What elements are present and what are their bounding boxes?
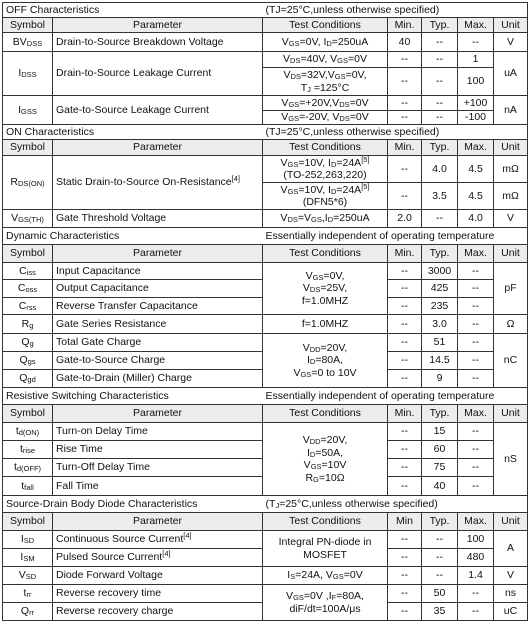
parameter-cell: Turn-on Delay Time: [53, 423, 263, 441]
col-symbol: Symbol: [3, 245, 53, 263]
symbol-cell: $I_{DSS}$: [3, 52, 53, 96]
col-test-conditions: Test Conditions: [263, 140, 388, 156]
symbol-cell: $t_{rise}$: [3, 441, 53, 459]
min-cell: --: [388, 531, 422, 549]
typ-cell: 75: [422, 459, 458, 477]
unit-cell: Ω: [494, 315, 528, 334]
col-parameter: Parameter: [53, 245, 263, 263]
col-typ: Typ.: [422, 245, 458, 263]
header-row: [3, 513, 528, 531]
typ-cell: 40: [422, 477, 458, 496]
max-cell: --: [458, 603, 494, 621]
typ-cell: 235: [422, 298, 458, 315]
section-note: (TJ=25°C,unless otherwise specified): [263, 3, 528, 18]
section-note: ($T_J=25^\circ C,unless$ otherwise specified): [263, 496, 528, 513]
parameter-cell: Static Drain-to-Source On-Resistance[4]: [53, 156, 263, 210]
max-cell: --: [458, 477, 494, 496]
max-cell: +100: [458, 96, 494, 111]
col-typ: Typ.: [422, 140, 458, 156]
section-off-title-row: [3, 3, 528, 18]
min-cell: 40: [388, 33, 422, 52]
table-row: [3, 156, 528, 183]
parameter-cell: Drain-to-Source Leakage Current: [53, 52, 263, 96]
col-test-conditions: Test Conditions: [263, 18, 388, 33]
max-cell: --: [458, 263, 494, 280]
unit-cell: ns: [494, 585, 528, 603]
col-test-conditions: Test Conditions: [263, 405, 388, 423]
unit-cell: mΩ: [494, 183, 528, 210]
col-min: Min.: [388, 245, 422, 263]
table-row: [3, 33, 528, 52]
section-dynamic-title-row: [3, 228, 528, 245]
condition-cell: $V_{GS}=10V$, $I_D=24A[5]$ (TO-252,263,220): [263, 156, 388, 183]
table-row: [3, 52, 528, 68]
table-row: [3, 315, 528, 334]
max-cell: --: [458, 315, 494, 334]
section-note: (TJ=25°C,unless otherwise specified): [263, 125, 528, 140]
typ-cell: --: [422, 96, 458, 111]
col-parameter: Parameter: [53, 405, 263, 423]
header-row: [3, 245, 528, 263]
max-cell: --: [458, 441, 494, 459]
typ-cell: --: [422, 33, 458, 52]
typ-cell: 3.0: [422, 315, 458, 334]
col-symbol: Symbol: [3, 405, 53, 423]
parameter-cell: Gate-to-Source Leakage Current: [53, 96, 263, 125]
section-title: ON Characteristics: [3, 125, 263, 140]
parameter-cell: Gate-to-Source Charge: [53, 352, 263, 370]
col-symbol: Symbol: [3, 140, 53, 156]
min-cell: --: [388, 183, 422, 210]
min-cell: --: [388, 68, 422, 96]
symbol-cell: $V_{SD}$: [3, 567, 53, 585]
header-row: [3, 405, 528, 423]
parameter-cell: Continuous Source Current[4]: [53, 531, 263, 549]
min-cell: --: [388, 263, 422, 280]
typ-cell: 35: [422, 603, 458, 621]
min-cell: --: [388, 52, 422, 68]
typ-cell: 3000: [422, 263, 458, 280]
min-cell: --: [388, 549, 422, 567]
typ-cell: 4.0: [422, 156, 458, 183]
condition-cell: $V_{DS}=40V$, $V_{GS}=0V$: [263, 52, 388, 68]
symbol-cell: $t_{d(OFF)}$: [3, 459, 53, 477]
table-row: [3, 96, 528, 111]
min-cell: 2.0: [388, 210, 422, 228]
min-cell: --: [388, 423, 422, 441]
max-cell: 1: [458, 52, 494, 68]
max-cell: --: [458, 370, 494, 388]
parameter-cell: Fall Time: [53, 477, 263, 496]
typ-cell: 60: [422, 441, 458, 459]
max-cell: 1.4: [458, 567, 494, 585]
symbol-cell: $C_{oss}$: [3, 280, 53, 298]
max-cell: 4.5: [458, 183, 494, 210]
unit-cell: uA: [494, 52, 528, 96]
parameter-cell: Total Gate Charge: [53, 334, 263, 352]
typ-cell: 50: [422, 585, 458, 603]
min-cell: --: [388, 441, 422, 459]
condition-cell: $V_{GS}=10V$, $I_D=24A[5]$ (DFN5*6): [263, 183, 388, 210]
min-cell: --: [388, 567, 422, 585]
max-cell: --: [458, 585, 494, 603]
typ-cell: --: [422, 567, 458, 585]
typ-cell: --: [422, 111, 458, 125]
symbol-cell: $C_{rss}$: [3, 298, 53, 315]
max-cell: --: [458, 352, 494, 370]
header-row: [3, 140, 528, 156]
max-cell: --: [458, 33, 494, 52]
section-title: Dynamic Characteristics: [3, 228, 263, 245]
min-cell: --: [388, 603, 422, 621]
table-row: [3, 585, 528, 603]
unit-cell: V: [494, 567, 528, 585]
min-cell: --: [388, 585, 422, 603]
unit-cell: mΩ: [494, 156, 528, 183]
symbol-cell: $Q_{gd}$: [3, 370, 53, 388]
symbol-cell: $t_{rr}$: [3, 585, 53, 603]
col-typ: Typ.: [422, 18, 458, 33]
max-cell: --: [458, 280, 494, 298]
section-title: Resistive Switching Characteristics: [3, 388, 263, 405]
spec-table: [2, 2, 528, 621]
typ-cell: --: [422, 549, 458, 567]
condition-cell: $V_{DS}=V_{GS},I_D=250uA$: [263, 210, 388, 228]
section-diode-title-row: [3, 496, 528, 513]
symbol-cell: $t_{fall}$: [3, 477, 53, 496]
typ-cell: --: [422, 531, 458, 549]
table-row: [3, 531, 528, 549]
col-max: Max.: [458, 140, 494, 156]
min-cell: --: [388, 156, 422, 183]
col-min: Min: [388, 513, 422, 531]
parameter-cell: Input Capacitance: [53, 263, 263, 280]
parameter-cell: Diode Forward Voltage: [53, 567, 263, 585]
table-row: [3, 334, 528, 352]
parameter-cell: Pulsed Source Current[4]: [53, 549, 263, 567]
col-symbol: Symbol: [3, 513, 53, 531]
condition-cell: $V_{GS}=+20V,V_{DS}=0V$: [263, 96, 388, 111]
section-title: Source-Drain Body Diode Characteristics: [3, 496, 263, 513]
typ-cell: 425: [422, 280, 458, 298]
col-unit: Unit: [494, 245, 528, 263]
parameter-cell: Gate Threshold Voltage: [53, 210, 263, 228]
min-cell: --: [388, 334, 422, 352]
col-min: Min.: [388, 18, 422, 33]
condition-cell: $V_{GS}=0V$ $,I_F=80A$, diF/dt=100A/μs: [263, 585, 388, 621]
typ-cell: --: [422, 210, 458, 228]
unit-cell: uC: [494, 603, 528, 621]
condition-cell: $V_{DS}=32V,V_{GS}=0V$, $T_J =125^\circ C$: [263, 68, 388, 96]
table-row: [3, 210, 528, 228]
parameter-cell: Turn-Off Delay Time: [53, 459, 263, 477]
col-typ: Typ.: [422, 405, 458, 423]
min-cell: --: [388, 111, 422, 125]
condition-cell: f=1.0MHZ: [263, 315, 388, 334]
unit-cell: V: [494, 210, 528, 228]
col-min: Min.: [388, 140, 422, 156]
col-min: Min.: [388, 405, 422, 423]
typ-cell: 9: [422, 370, 458, 388]
col-parameter: Parameter: [53, 18, 263, 33]
max-cell: 4.0: [458, 210, 494, 228]
min-cell: --: [388, 298, 422, 315]
table-row: [3, 567, 528, 585]
max-cell: 100: [458, 68, 494, 96]
condition-cell: $V_{DD}=20V$, $I_D=80A$, $V_{GS}=0$ to 10V: [263, 334, 388, 388]
parameter-cell: Reverse recovery charge: [53, 603, 263, 621]
condition-cell: $V_{GS}=0V$, $I_D=250uA$: [263, 33, 388, 52]
header-row: [3, 18, 528, 33]
section-switching-title-row: [3, 388, 528, 405]
section-title: OFF Characteristics: [3, 3, 263, 18]
typ-cell: 14.5: [422, 352, 458, 370]
max-cell: --: [458, 334, 494, 352]
unit-cell: nC: [494, 334, 528, 388]
typ-cell: 51: [422, 334, 458, 352]
max-cell: 100: [458, 531, 494, 549]
symbol-cell: $C_{iss}$: [3, 263, 53, 280]
condition-cell: $V_{DD}=20V$, $I_D=50A$, $V_{GS}=10V$ $R_G=10\Omega$: [263, 423, 388, 496]
col-unit: Unit: [494, 513, 528, 531]
max-cell: --: [458, 298, 494, 315]
typ-cell: 3.5: [422, 183, 458, 210]
condition-cell: Integral PN-diode in MOSFET: [263, 531, 388, 567]
symbol-cell: $Q_{gs}$: [3, 352, 53, 370]
min-cell: --: [388, 315, 422, 334]
col-test-conditions: Test Conditions: [263, 513, 388, 531]
col-parameter: Parameter: [53, 140, 263, 156]
col-max: Max.: [458, 513, 494, 531]
min-cell: --: [388, 96, 422, 111]
table-row: [3, 423, 528, 441]
typ-cell: --: [422, 52, 458, 68]
symbol-cell: $Q_g$: [3, 334, 53, 352]
col-max: Max.: [458, 405, 494, 423]
col-unit: Unit: [494, 18, 528, 33]
col-unit: Unit: [494, 140, 528, 156]
col-typ: Typ.: [422, 513, 458, 531]
unit-cell: V: [494, 33, 528, 52]
parameter-cell: Reverse Transfer Capacitance: [53, 298, 263, 315]
col-parameter: Parameter: [53, 513, 263, 531]
col-symbol: Symbol: [3, 18, 53, 33]
max-cell: --: [458, 459, 494, 477]
section-note: Essentially independent of operating temperature: [263, 388, 528, 405]
unit-cell: nA: [494, 96, 528, 125]
symbol-cell: $R_{DS(ON)}$: [3, 156, 53, 210]
min-cell: --: [388, 352, 422, 370]
min-cell: --: [388, 370, 422, 388]
parameter-cell: Gate Series Resistance: [53, 315, 263, 334]
parameter-cell: Drain-to-Source Breakdown Voltage: [53, 33, 263, 52]
max-cell: -100: [458, 111, 494, 125]
col-test-conditions: Test Conditions: [263, 245, 388, 263]
parameter-cell: Reverse recovery time: [53, 585, 263, 603]
section-on-title-row: [3, 125, 528, 140]
condition-cell: $V_{GS}=-20V$, $V_{DS}=0V$: [263, 111, 388, 125]
symbol-cell: $R_g$: [3, 315, 53, 334]
symbol-cell: $I_{GSS}$: [3, 96, 53, 125]
unit-cell: pF: [494, 263, 528, 315]
max-cell: 480: [458, 549, 494, 567]
col-max: Max.: [458, 18, 494, 33]
symbol-cell: $t_{d(ON)}$: [3, 423, 53, 441]
symbol-cell: $BV_{DSS}$: [3, 33, 53, 52]
col-max: Max.: [458, 245, 494, 263]
parameter-cell: Gate-to-Drain (Miller) Charge: [53, 370, 263, 388]
symbol-cell: $V_{GS(TH)}$: [3, 210, 53, 228]
max-cell: --: [458, 423, 494, 441]
condition-cell: $I_S=24A$, $V_{GS}=0V$: [263, 567, 388, 585]
min-cell: --: [388, 459, 422, 477]
min-cell: --: [388, 280, 422, 298]
condition-cell: $V_{GS}=0V$, $V_{DS}=25V$, f=1.0MHZ: [263, 263, 388, 315]
unit-cell: nS: [494, 423, 528, 496]
col-unit: Unit: [494, 405, 528, 423]
min-cell: --: [388, 477, 422, 496]
symbol-cell: $I_{SM}$: [3, 549, 53, 567]
parameter-cell: Output Capacitance: [53, 280, 263, 298]
typ-cell: --: [422, 68, 458, 96]
symbol-cell: $Q_{rr}$: [3, 603, 53, 621]
section-note: Essentially independent of operating temperature: [263, 228, 528, 245]
table-row: [3, 263, 528, 280]
max-cell: 4.5: [458, 156, 494, 183]
typ-cell: 15: [422, 423, 458, 441]
parameter-cell: Rise Time: [53, 441, 263, 459]
symbol-cell: $I_{SD}$: [3, 531, 53, 549]
unit-cell: A: [494, 531, 528, 567]
